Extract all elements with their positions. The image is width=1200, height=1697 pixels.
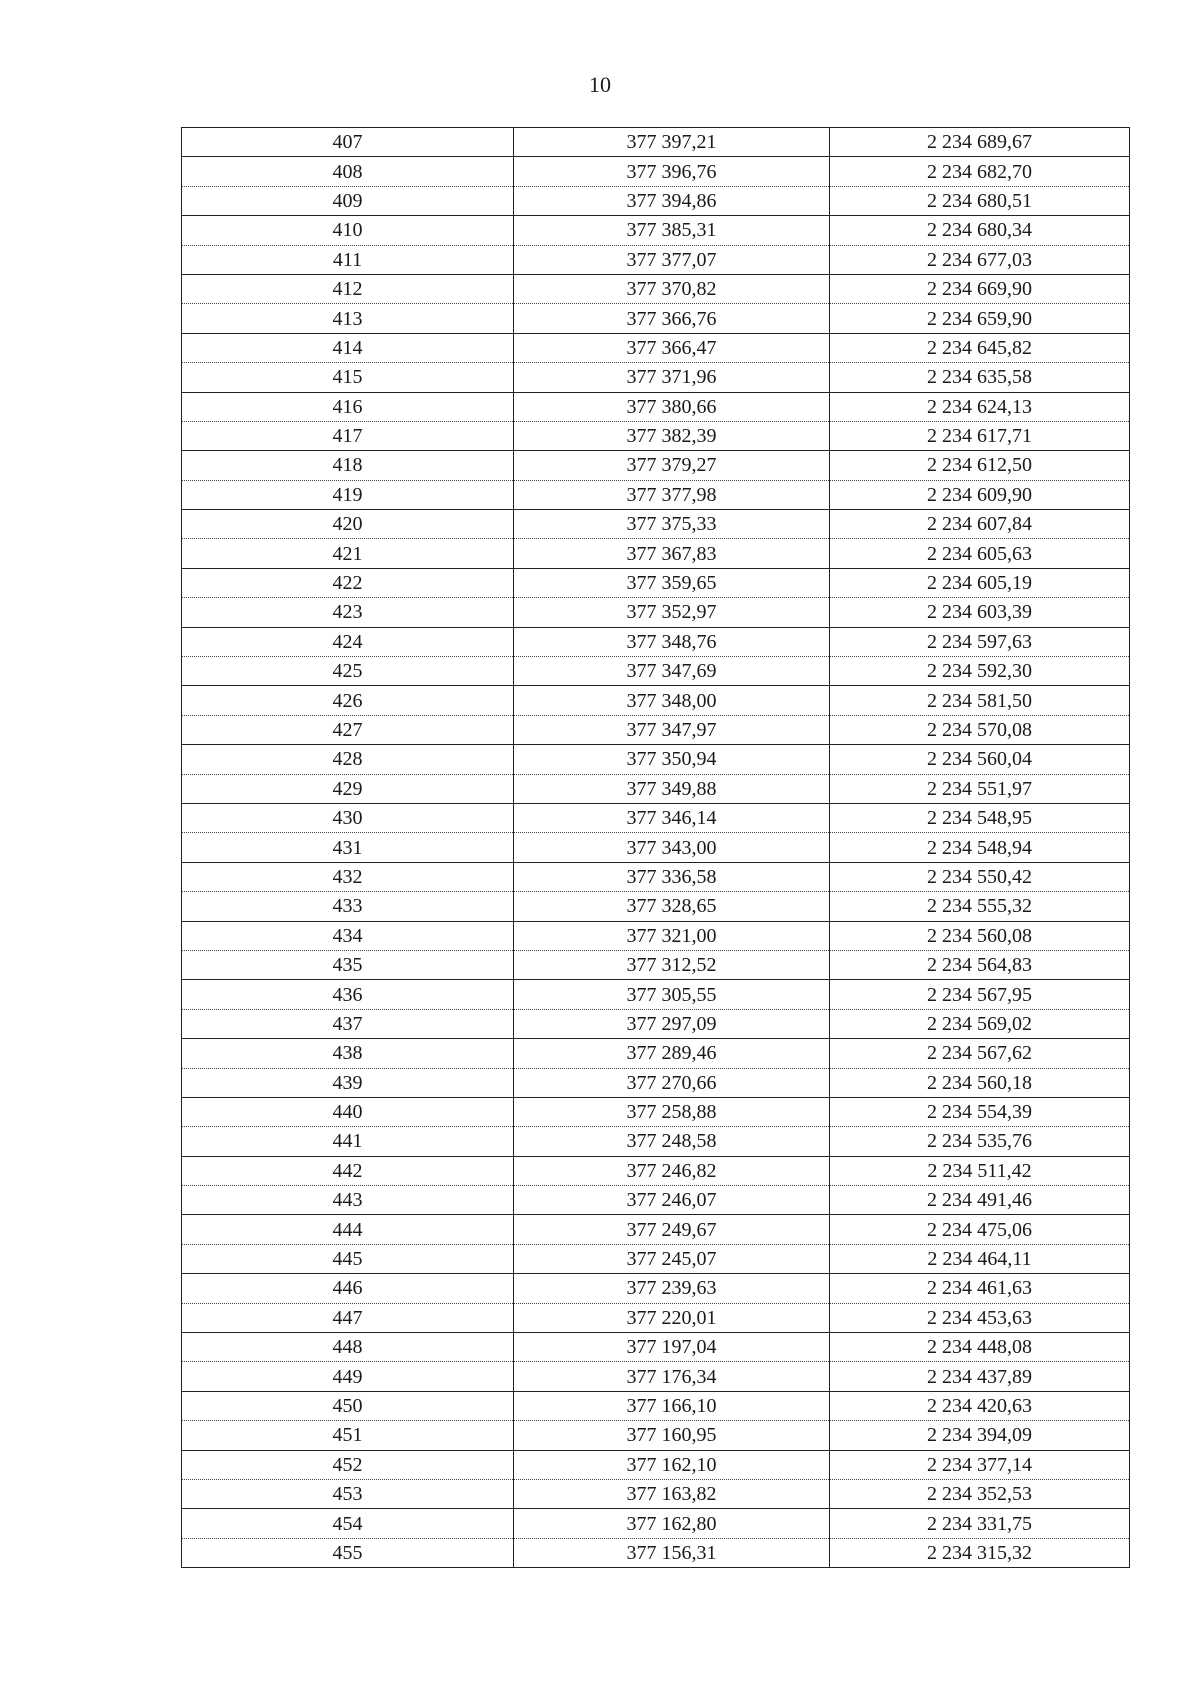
y-coordinate-cell: 2 234 581,50 [830, 686, 1130, 715]
table-row [182, 363, 1130, 392]
x-coordinate-cell: 377 385,31 [514, 216, 830, 245]
x-coordinate-cell: 377 371,96 [514, 363, 830, 392]
y-coordinate-cell: 2 234 567,95 [830, 980, 1130, 1009]
x-coordinate-cell: 377 336,58 [514, 862, 830, 891]
y-coordinate-cell: 2 234 592,30 [830, 657, 1130, 686]
y-coordinate-cell: 2 234 535,76 [830, 1127, 1130, 1156]
table-row [182, 539, 1130, 568]
table-row [182, 1362, 1130, 1391]
table-row [182, 774, 1130, 803]
point-number-cell: 452 [182, 1450, 514, 1479]
point-number-cell: 439 [182, 1068, 514, 1097]
point-number-cell: 434 [182, 921, 514, 950]
x-coordinate-cell: 377 382,39 [514, 421, 830, 450]
x-coordinate-cell: 377 248,58 [514, 1127, 830, 1156]
table-row [182, 980, 1130, 1009]
table-row [182, 862, 1130, 891]
point-number-cell: 422 [182, 568, 514, 597]
x-coordinate-cell: 377 377,07 [514, 245, 830, 274]
x-coordinate-cell: 377 166,10 [514, 1391, 830, 1420]
point-number-cell: 444 [182, 1215, 514, 1244]
y-coordinate-cell: 2 234 677,03 [830, 245, 1130, 274]
point-number-cell: 408 [182, 157, 514, 186]
x-coordinate-cell: 377 347,97 [514, 715, 830, 744]
point-number-cell: 415 [182, 363, 514, 392]
point-number-cell: 417 [182, 421, 514, 450]
y-coordinate-cell: 2 234 560,18 [830, 1068, 1130, 1097]
x-coordinate-cell: 377 377,98 [514, 480, 830, 509]
y-coordinate-cell: 2 234 645,82 [830, 333, 1130, 362]
y-coordinate-cell: 2 234 331,75 [830, 1509, 1130, 1538]
y-coordinate-cell: 2 234 624,13 [830, 392, 1130, 421]
x-coordinate-cell: 377 289,46 [514, 1039, 830, 1068]
y-coordinate-cell: 2 234 551,97 [830, 774, 1130, 803]
coordinates-table [181, 127, 1130, 1568]
y-coordinate-cell: 2 234 475,06 [830, 1215, 1130, 1244]
y-coordinate-cell: 2 234 555,32 [830, 892, 1130, 921]
x-coordinate-cell: 377 220,01 [514, 1303, 830, 1332]
table-row [182, 921, 1130, 950]
x-coordinate-cell: 377 347,69 [514, 657, 830, 686]
point-number-cell: 421 [182, 539, 514, 568]
x-coordinate-cell: 377 352,97 [514, 598, 830, 627]
point-number-cell: 410 [182, 216, 514, 245]
y-coordinate-cell: 2 234 377,14 [830, 1450, 1130, 1479]
table-row [182, 1215, 1130, 1244]
point-number-cell: 429 [182, 774, 514, 803]
point-number-cell: 426 [182, 686, 514, 715]
point-number-cell: 428 [182, 745, 514, 774]
point-number-cell: 420 [182, 510, 514, 539]
point-number-cell: 413 [182, 304, 514, 333]
point-number-cell: 411 [182, 245, 514, 274]
y-coordinate-cell: 2 234 567,62 [830, 1039, 1130, 1068]
point-number-cell: 445 [182, 1244, 514, 1273]
table-row [182, 1039, 1130, 1068]
table-row [182, 1421, 1130, 1450]
y-coordinate-cell: 2 234 669,90 [830, 274, 1130, 303]
y-coordinate-cell: 2 234 560,08 [830, 921, 1130, 950]
x-coordinate-cell: 377 258,88 [514, 1097, 830, 1126]
table-row [182, 1274, 1130, 1303]
y-coordinate-cell: 2 234 607,84 [830, 510, 1130, 539]
x-coordinate-cell: 377 176,34 [514, 1362, 830, 1391]
point-number-cell: 409 [182, 186, 514, 215]
table-row [182, 1186, 1130, 1215]
y-coordinate-cell: 2 234 612,50 [830, 451, 1130, 480]
table-row [182, 1538, 1130, 1567]
y-coordinate-cell: 2 234 605,19 [830, 568, 1130, 597]
y-coordinate-cell: 2 234 569,02 [830, 1009, 1130, 1038]
x-coordinate-cell: 377 348,76 [514, 627, 830, 656]
x-coordinate-cell: 377 156,31 [514, 1538, 830, 1567]
x-coordinate-cell: 377 396,76 [514, 157, 830, 186]
y-coordinate-cell: 2 234 437,89 [830, 1362, 1130, 1391]
table-row [182, 715, 1130, 744]
y-coordinate-cell: 2 234 605,63 [830, 539, 1130, 568]
x-coordinate-cell: 377 246,07 [514, 1186, 830, 1215]
x-coordinate-cell: 377 160,95 [514, 1421, 830, 1450]
table-row [182, 480, 1130, 509]
point-number-cell: 419 [182, 480, 514, 509]
table-row [182, 892, 1130, 921]
x-coordinate-cell: 377 305,55 [514, 980, 830, 1009]
table-row [182, 304, 1130, 333]
y-coordinate-cell: 2 234 548,94 [830, 833, 1130, 862]
table-row [182, 186, 1130, 215]
table-row [182, 833, 1130, 862]
table-row [182, 1333, 1130, 1362]
point-number-cell: 423 [182, 598, 514, 627]
y-coordinate-cell: 2 234 570,08 [830, 715, 1130, 744]
y-coordinate-cell: 2 234 461,63 [830, 1274, 1130, 1303]
x-coordinate-cell: 377 162,80 [514, 1509, 830, 1538]
point-number-cell: 454 [182, 1509, 514, 1538]
y-coordinate-cell: 2 234 554,39 [830, 1097, 1130, 1126]
x-coordinate-cell: 377 367,83 [514, 539, 830, 568]
point-number-cell: 455 [182, 1538, 514, 1567]
x-coordinate-cell: 377 366,76 [514, 304, 830, 333]
x-coordinate-cell: 377 397,21 [514, 128, 830, 157]
point-number-cell: 425 [182, 657, 514, 686]
x-coordinate-cell: 377 328,65 [514, 892, 830, 921]
point-number-cell: 433 [182, 892, 514, 921]
table-row [182, 245, 1130, 274]
x-coordinate-cell: 377 350,94 [514, 745, 830, 774]
point-number-cell: 451 [182, 1421, 514, 1450]
point-number-cell: 427 [182, 715, 514, 744]
y-coordinate-cell: 2 234 548,95 [830, 803, 1130, 832]
table-row [182, 1097, 1130, 1126]
x-coordinate-cell: 377 349,88 [514, 774, 830, 803]
x-coordinate-cell: 377 270,66 [514, 1068, 830, 1097]
table-row [182, 451, 1130, 480]
point-number-cell: 447 [182, 1303, 514, 1332]
x-coordinate-cell: 377 197,04 [514, 1333, 830, 1362]
table-row [182, 510, 1130, 539]
point-number-cell: 431 [182, 833, 514, 862]
y-coordinate-cell: 2 234 464,11 [830, 1244, 1130, 1273]
x-coordinate-cell: 377 312,52 [514, 950, 830, 979]
x-coordinate-cell: 377 297,09 [514, 1009, 830, 1038]
x-coordinate-cell: 377 359,65 [514, 568, 830, 597]
table-row [182, 333, 1130, 362]
table-row [182, 568, 1130, 597]
y-coordinate-cell: 2 234 352,53 [830, 1479, 1130, 1508]
point-number-cell: 407 [182, 128, 514, 157]
y-coordinate-cell: 2 234 603,39 [830, 598, 1130, 627]
table-row [182, 1509, 1130, 1538]
point-number-cell: 440 [182, 1097, 514, 1126]
table-row [182, 128, 1130, 157]
x-coordinate-cell: 377 380,66 [514, 392, 830, 421]
y-coordinate-cell: 2 234 680,51 [830, 186, 1130, 215]
y-coordinate-cell: 2 234 597,63 [830, 627, 1130, 656]
table-row [182, 1009, 1130, 1038]
point-number-cell: 432 [182, 862, 514, 891]
x-coordinate-cell: 377 366,47 [514, 333, 830, 362]
y-coordinate-cell: 2 234 682,70 [830, 157, 1130, 186]
point-number-cell: 443 [182, 1186, 514, 1215]
y-coordinate-cell: 2 234 550,42 [830, 862, 1130, 891]
y-coordinate-cell: 2 234 564,83 [830, 950, 1130, 979]
table-row [182, 1156, 1130, 1185]
point-number-cell: 412 [182, 274, 514, 303]
point-number-cell: 438 [182, 1039, 514, 1068]
point-number-cell: 450 [182, 1391, 514, 1420]
table-row [182, 657, 1130, 686]
point-number-cell: 435 [182, 950, 514, 979]
point-number-cell: 424 [182, 627, 514, 656]
point-number-cell: 437 [182, 1009, 514, 1038]
y-coordinate-cell: 2 234 511,42 [830, 1156, 1130, 1185]
y-coordinate-cell: 2 234 659,90 [830, 304, 1130, 333]
x-coordinate-cell: 377 348,00 [514, 686, 830, 715]
x-coordinate-cell: 377 394,86 [514, 186, 830, 215]
x-coordinate-cell: 377 346,14 [514, 803, 830, 832]
y-coordinate-cell: 2 234 560,04 [830, 745, 1130, 774]
table-row [182, 1391, 1130, 1420]
table-row [182, 1068, 1130, 1097]
table-row [182, 627, 1130, 656]
y-coordinate-cell: 2 234 453,63 [830, 1303, 1130, 1332]
table-row [182, 274, 1130, 303]
table-row [182, 216, 1130, 245]
point-number-cell: 430 [182, 803, 514, 832]
y-coordinate-cell: 2 234 689,67 [830, 128, 1130, 157]
x-coordinate-cell: 377 162,10 [514, 1450, 830, 1479]
table-row [182, 686, 1130, 715]
table-row [182, 803, 1130, 832]
point-number-cell: 418 [182, 451, 514, 480]
y-coordinate-cell: 2 234 394,09 [830, 1421, 1130, 1450]
table-row [182, 1303, 1130, 1332]
y-coordinate-cell: 2 234 609,90 [830, 480, 1130, 509]
y-coordinate-cell: 2 234 680,34 [830, 216, 1130, 245]
x-coordinate-cell: 377 375,33 [514, 510, 830, 539]
point-number-cell: 442 [182, 1156, 514, 1185]
y-coordinate-cell: 2 234 617,71 [830, 421, 1130, 450]
table-row [182, 392, 1130, 421]
table-row [182, 1450, 1130, 1479]
x-coordinate-cell: 377 249,67 [514, 1215, 830, 1244]
y-coordinate-cell: 2 234 491,46 [830, 1186, 1130, 1215]
y-coordinate-cell: 2 234 315,32 [830, 1538, 1130, 1567]
point-number-cell: 436 [182, 980, 514, 1009]
table-row [182, 1127, 1130, 1156]
x-coordinate-cell: 377 379,27 [514, 451, 830, 480]
point-number-cell: 453 [182, 1479, 514, 1508]
table-row [182, 598, 1130, 627]
table-row [182, 1244, 1130, 1273]
table-row [182, 421, 1130, 450]
table-row [182, 1479, 1130, 1508]
point-number-cell: 414 [182, 333, 514, 362]
x-coordinate-cell: 377 370,82 [514, 274, 830, 303]
x-coordinate-cell: 377 343,00 [514, 833, 830, 862]
point-number-cell: 441 [182, 1127, 514, 1156]
x-coordinate-cell: 377 245,07 [514, 1244, 830, 1273]
page-number: 10 [589, 72, 611, 97]
point-number-cell: 446 [182, 1274, 514, 1303]
point-number-cell: 449 [182, 1362, 514, 1391]
coordinates-table-body [182, 128, 1130, 1568]
point-number-cell: 448 [182, 1333, 514, 1362]
x-coordinate-cell: 377 239,63 [514, 1274, 830, 1303]
y-coordinate-cell: 2 234 635,58 [830, 363, 1130, 392]
x-coordinate-cell: 377 163,82 [514, 1479, 830, 1508]
y-coordinate-cell: 2 234 420,63 [830, 1391, 1130, 1420]
table-row [182, 745, 1130, 774]
y-coordinate-cell: 2 234 448,08 [830, 1333, 1130, 1362]
x-coordinate-cell: 377 321,00 [514, 921, 830, 950]
table-row [182, 157, 1130, 186]
point-number-cell: 416 [182, 392, 514, 421]
table-row [182, 950, 1130, 979]
x-coordinate-cell: 377 246,82 [514, 1156, 830, 1185]
